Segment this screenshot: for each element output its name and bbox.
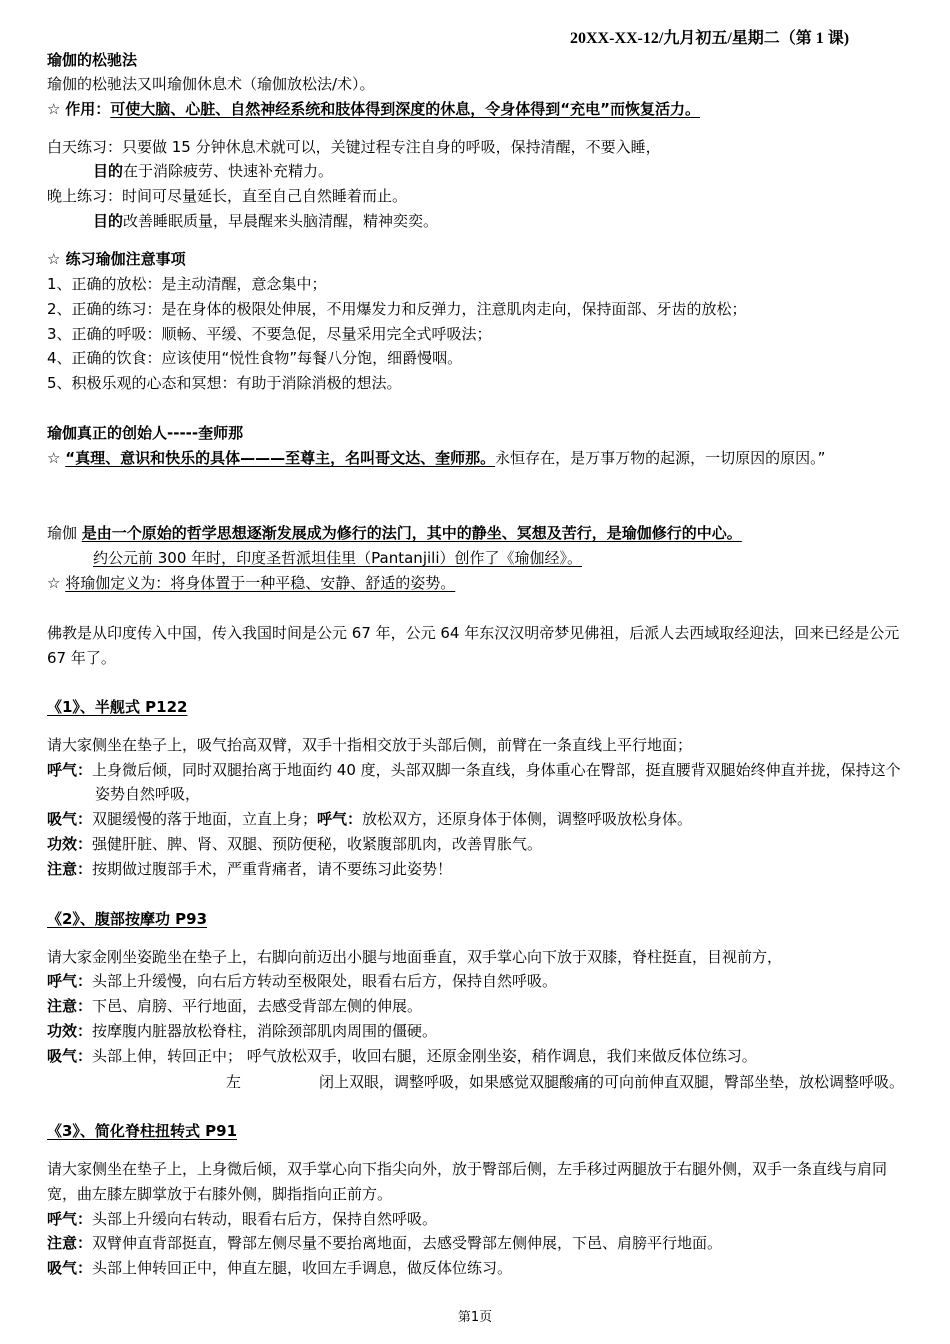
founder-quote-bold: “真理、意识和快乐的具体———至尊主，名叫哥文达、奎师那。 (65, 449, 496, 467)
exhale-label: 呼气： (47, 1210, 93, 1228)
night-purpose-text: 改善睡眠质量，早晨醒来头脑清醒，精神奕奕。 (123, 212, 439, 230)
inhale-text: 双腿缓慢的落于地面，立直上身； (92, 810, 318, 828)
founder-quote (47, 446, 905, 471)
yoga-origin-bold: 是由一个原始的哲学思想逐渐发展成为修行的法门，其中的静坐、冥想及苦行，是瑜伽修行的中心。 (81, 524, 742, 542)
pose-1-caution (47, 857, 905, 881)
star-icon: ☆ (47, 100, 66, 118)
night-practice: 晚上练习：时间可尽量延长，直至自己自然睡着而止。 (47, 187, 408, 205)
exhale-text: 头部上升缓慢，向右后方转动至极限处，眼看右后方，保持自然呼吸。 (92, 972, 558, 990)
yoga-definition (47, 571, 905, 595)
pose-1-title: 《1》、半舰式 P122 (47, 698, 188, 716)
exhale-text: 放松双方，还原身体于体侧，调整呼吸放松身体。 (362, 810, 693, 828)
caution-label: 注意： (47, 997, 93, 1015)
pose-1-inhale (47, 807, 905, 831)
yoga-definition-text: 将瑜伽定义为：将身体置于一种平稳、安静、舒适的姿势。 (65, 574, 456, 592)
exhale-label: 呼气： (47, 761, 93, 779)
page-number: 第1页 (457, 1310, 493, 1325)
notes-item: 4、正确的饮食：应该使用“悦性食物”每餐八分饱，细爵慢咽。 (47, 349, 463, 367)
buddhism-text: 佛教是从印度传入中国，传入我国时间是公元 67 年，公元 64 年东汉汉明帝梦见佛祖，后派人去西域取经迎法，回来已经是公元 67 年了。 (47, 624, 900, 667)
notes-item: 5、积极乐观的心态和冥想：有助于消除消极的想法。 (47, 374, 402, 392)
yoga-origin (47, 521, 905, 545)
founder-quote-rest: 永恒存在，是万事万物的起源，一切原因的原因。” (495, 449, 826, 467)
night-purpose (47, 209, 905, 233)
pose-2-title: 《2》、腹部按摩功 P93 (47, 910, 208, 928)
exhale-text: 头部上升缓向右转动，眼看右后方，保持自然呼吸。 (92, 1210, 438, 1228)
night-purpose-label: 目的 (93, 212, 124, 230)
exhale-label: 呼气： (47, 972, 93, 990)
star-icon: ☆ (47, 449, 66, 467)
relax-intro: 瑜伽的松驰法又叫瑜伽休息术（瑜伽放松法/术）。 (47, 75, 375, 93)
pose-2-benefit (47, 1019, 905, 1043)
pose-3-caution (47, 1231, 905, 1255)
day-practice: 白天练习：只要做 15 分钟休息术就可以，关键过程专注自身的呼吸，保持清醒，不要入睡， (47, 138, 661, 156)
caution-label: 注意： (47, 860, 93, 878)
pose-1-benefit (47, 832, 905, 856)
day-purpose-text: 在于消除疲劳、快速补充精力。 (123, 162, 334, 180)
pose-1-exhale (47, 758, 905, 806)
benefit-text: 按摩腹内脏器放松脊柱，消除颈部肌肉周围的僵硬。 (92, 1022, 438, 1040)
pose-3-exhale (47, 1207, 905, 1231)
pose-3-title: 《3》、简化脊柱扭转式 P91 (47, 1122, 238, 1140)
benefit-text: 强健肝脏、脾、肾、双腿、预防便秘，收紧腹部肌肉，改善胃胀气。 (92, 835, 543, 853)
inhale-label: 吸气： (47, 1047, 93, 1065)
inhale-label: 吸气： (47, 1259, 93, 1277)
date-header: 20XX-XX-12/九月初五/星期二（第 1 课) (570, 30, 850, 47)
pose-1-intro: 请大家侧坐在垫子上，吸气抬高双臂，双手十指相交放于头部后侧，前臂在一条直线上平行地面； (47, 736, 693, 754)
caution-text: 按期做过腹部手术，严重背痛者，请不要练习此姿势！ (92, 860, 453, 878)
notes-item: 2、正确的练习：是在身体的极限处伸展，不用爆发力和反弹力，注意肌肉走向，保持面部、牙齿的放松； (47, 300, 747, 318)
exhale-label: 呼气： (317, 810, 363, 828)
pose-2-exhale (47, 969, 905, 993)
yoga-sutra: 约公元前 300 年时，印度圣哲派坦佳里（Pantanjili）创作了《瑜伽经》。 (93, 549, 582, 567)
relax-effect (47, 97, 905, 121)
benefit-label: 功效： (47, 835, 93, 853)
notes-item: 3、正确的呼吸：顺畅、平缓、不要急促，尽量采用完全式呼吸法； (47, 325, 492, 343)
yoga-prefix: 瑜伽 (47, 524, 82, 542)
effect-label: 作用： (65, 100, 111, 118)
caution-text: 双臂伸直背部挺直，臀部左侧尽量不要抬离地面，去感受臀部左侧伸展，下邑、肩膀平行地面。 (92, 1234, 723, 1252)
founder-title: 瑜伽真正的创始人-----奎师那 (47, 424, 244, 442)
day-purpose-label: 目的 (93, 162, 124, 180)
star-icon: ☆ (47, 574, 66, 592)
pose-2-inhale (47, 1044, 905, 1068)
inhale-text: 头部上伸转回正中，伸直左腿，收回左手调息，做反体位练习。 (92, 1259, 513, 1277)
pose-3-intro: 请大家侧坐在垫子上，上身微后倾，双手掌心向下指尖向外，放于臀部后侧，左手移过两腿放于右腿外侧，双手一条直线与肩同宽，曲左膝左脚掌放于右膝外侧，脚指指向正前方。 (47, 1160, 888, 1203)
benefit-label: 功效： (47, 1022, 93, 1040)
pose-2-intro: 请大家金刚坐姿跪坐在垫子上，右脚向前迈出小腿与地面垂直，双手掌心向下放于双膝，脊柱挺直，目视前方， (47, 948, 783, 966)
effect-text: 可使大脑、心脏、自然神经系统和肢体得到深度的休息，令身体得到“充电”而恢复活力。 (110, 100, 700, 118)
pose-3-inhale (47, 1256, 905, 1280)
inhale-label: 吸气： (47, 810, 93, 828)
inhale-text: 头部上伸，转回正中； 呼气放松双手，收回右腿，还原金刚坐姿，稍作调息，我们来做反体位练习。 (92, 1047, 757, 1065)
pose-2-left-text: 闭上双眼，调整呼吸，如果感觉双腿酸痛的可向前伸直双腿，臀部坐垫，放松调整呼吸。 (318, 1073, 904, 1091)
caution-label: 注意： (47, 1234, 93, 1252)
notes-item: 1、正确的放松：是主动清醒，意念集中； (47, 275, 327, 293)
pose-2-left-label: 左 (226, 1073, 242, 1091)
caution-text: 下邑、肩膀、平行地面，去感受背部左侧的伸展。 (92, 997, 423, 1015)
day-purpose (47, 159, 905, 183)
notes-title: ☆ 练习瑜伽注意事项 (47, 250, 186, 268)
exhale-text: 上身微后倾，同时双腿抬离于地面约 40 度，头部双脚一条直线，身体重心在臀部，挺直腰背双腿始终伸直并拢，保持这个姿势自然呼吸， (92, 761, 901, 803)
relax-title: 瑜伽的松驰法 (47, 51, 138, 69)
pose-2-caution (47, 994, 905, 1018)
